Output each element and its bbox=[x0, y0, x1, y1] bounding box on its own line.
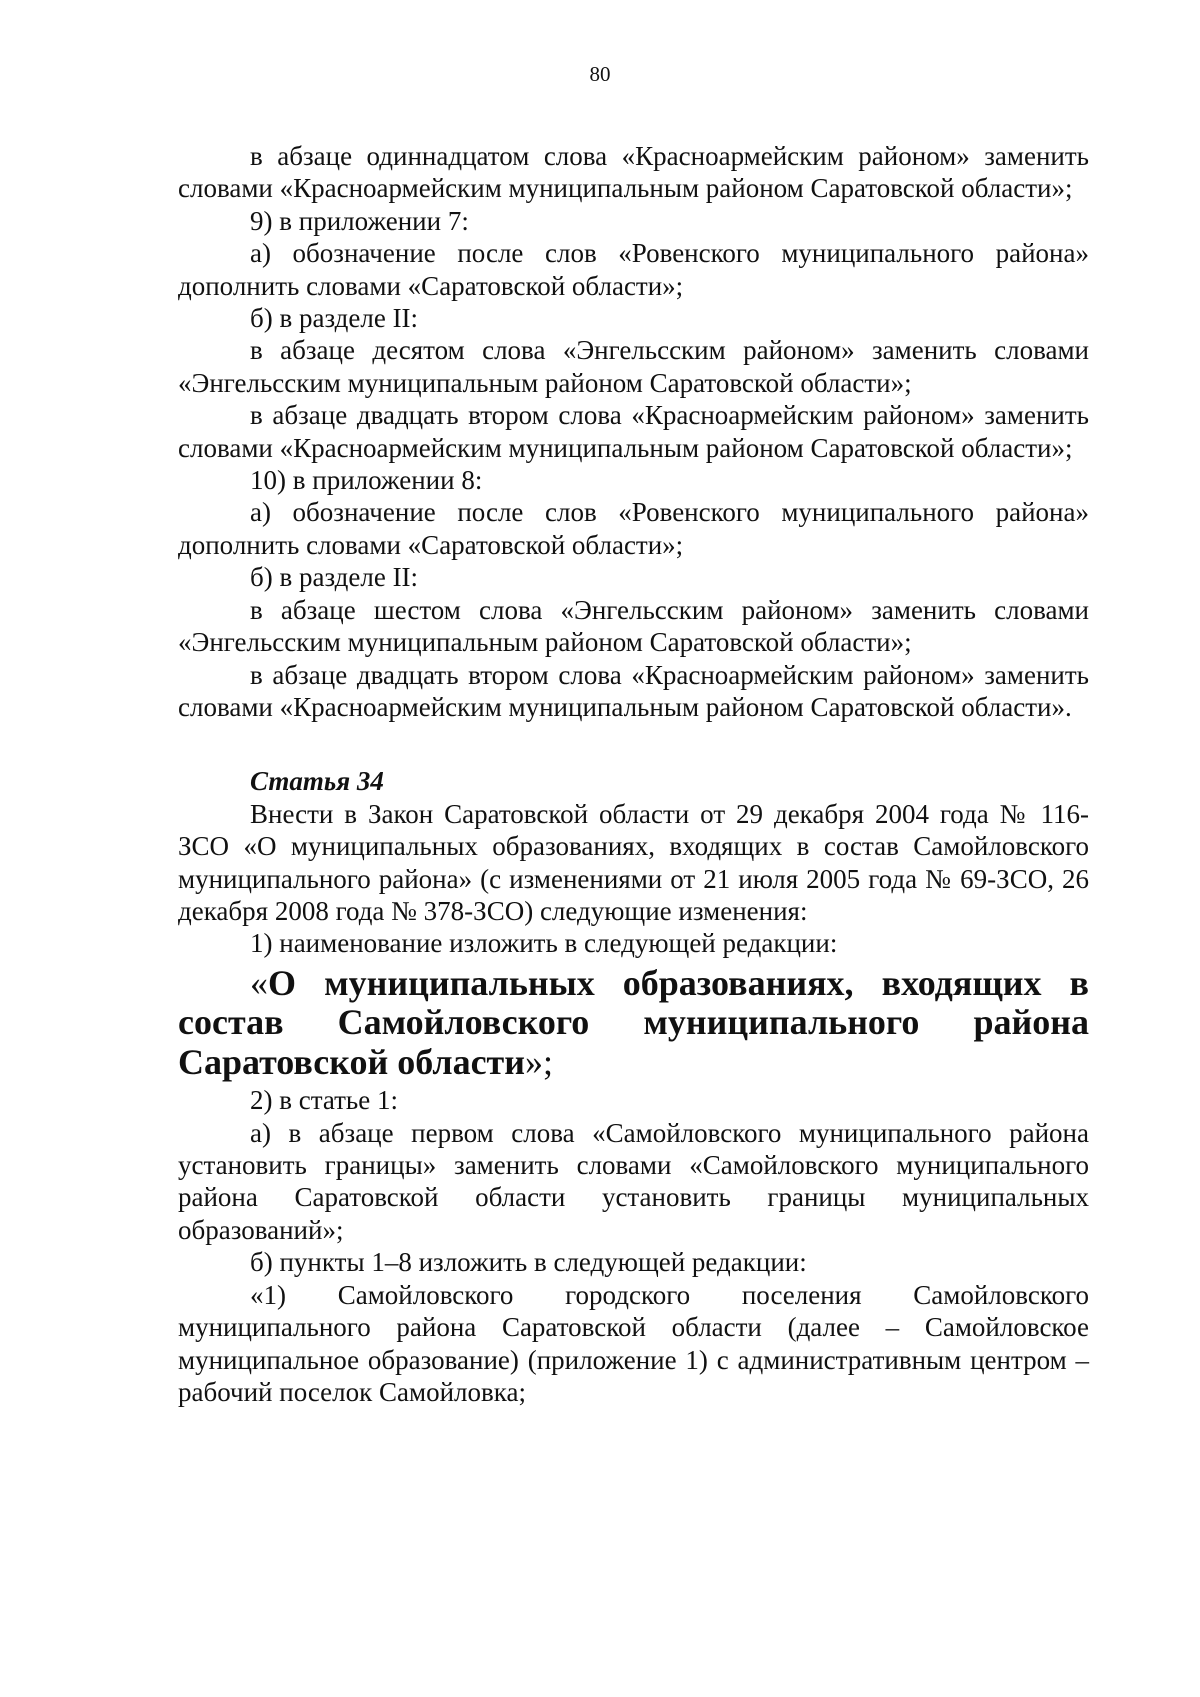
paragraph: а) обозначение после слов «Ровенского муниципального района» дополнить словами «Саратовской области»; bbox=[178, 497, 1089, 560]
paragraph: 10) в приложении 8: bbox=[250, 465, 483, 496]
title-open-quote: « bbox=[250, 962, 268, 1003]
article-item-paragraph: б) пункты 1–8 изложить в следующей редакции: bbox=[250, 1247, 807, 1278]
article-item-paragraph: «1) Самойловского городского поселения Самойловского муниципального района Саратовской области (далее – Самойловское муниципальное образование) (приложение 1) с административным центром – рабочий поселок Самойловка; bbox=[178, 1279, 1089, 1407]
paragraph: б) в разделе II: bbox=[250, 562, 419, 593]
paragraph: в абзаце шестом слова «Энгельсским районом» заменить словами «Энгельсским муниципальным районом Саратовской области»; bbox=[178, 594, 1089, 658]
article-item-paragraph: 2) в статье 1: bbox=[250, 1085, 398, 1116]
article-heading: Статья 34 bbox=[250, 766, 384, 797]
paragraph: в абзаце двадцать втором слова «Красноармейским районом» заменить словами «Красноармейским муниципальным районом Саратовской области»; bbox=[178, 400, 1089, 463]
paragraph: в абзаце одиннадцатом слова «Красноармейским районом» заменить словами «Красноармейским муниципальным районом Саратовской области»; bbox=[178, 141, 1089, 204]
new-law-title bbox=[178, 964, 1089, 1083]
paragraph: 9) в приложении 7: bbox=[250, 205, 469, 236]
article-item-paragraph: а) в абзаце первом слова «Самойловского муниципального района установить границы» заменить словами «Самойловского муниципального района Саратовской области установить границы муниципальных образований»; bbox=[178, 1117, 1089, 1245]
article-intro-paragraph: Внести в Закон Саратовской области от 29 декабря 2004 года № 116-ЗСО «О муниципальных образованиях, входящих в состав Самойловского муниципального района» (с изменениями от 21 июля 2005 года № 69-ЗСО, 26 декабря 2008 года № 378-ЗСО) следующие изменения: bbox=[178, 798, 1089, 926]
paragraph: в абзаце десятом слова «Энгельсским районом» заменить словами «Энгельсским муниципальным районом Саратовской области»; bbox=[178, 335, 1089, 398]
page-number: 80 bbox=[589, 62, 611, 86]
paragraph: а) обозначение после слов «Ровенского муниципального района» дополнить словами «Саратовской области»; bbox=[178, 238, 1089, 301]
title-close-quote: »; bbox=[524, 1041, 553, 1082]
title-text: О муниципальных образованиях, входящих в состав Самойловского муниципального района Саратовской области bbox=[178, 962, 1089, 1082]
document-body bbox=[178, 140, 1089, 1408]
paragraph: в абзаце двадцать втором слова «Красноармейским районом» заменить словами «Красноармейским муниципальным районом Саратовской области». bbox=[178, 659, 1089, 722]
paragraph: б) в разделе II: bbox=[250, 303, 419, 334]
section-gap bbox=[178, 723, 1089, 765]
article-intro-paragraph: 1) наименование изложить в следующей редакции: bbox=[250, 928, 838, 959]
